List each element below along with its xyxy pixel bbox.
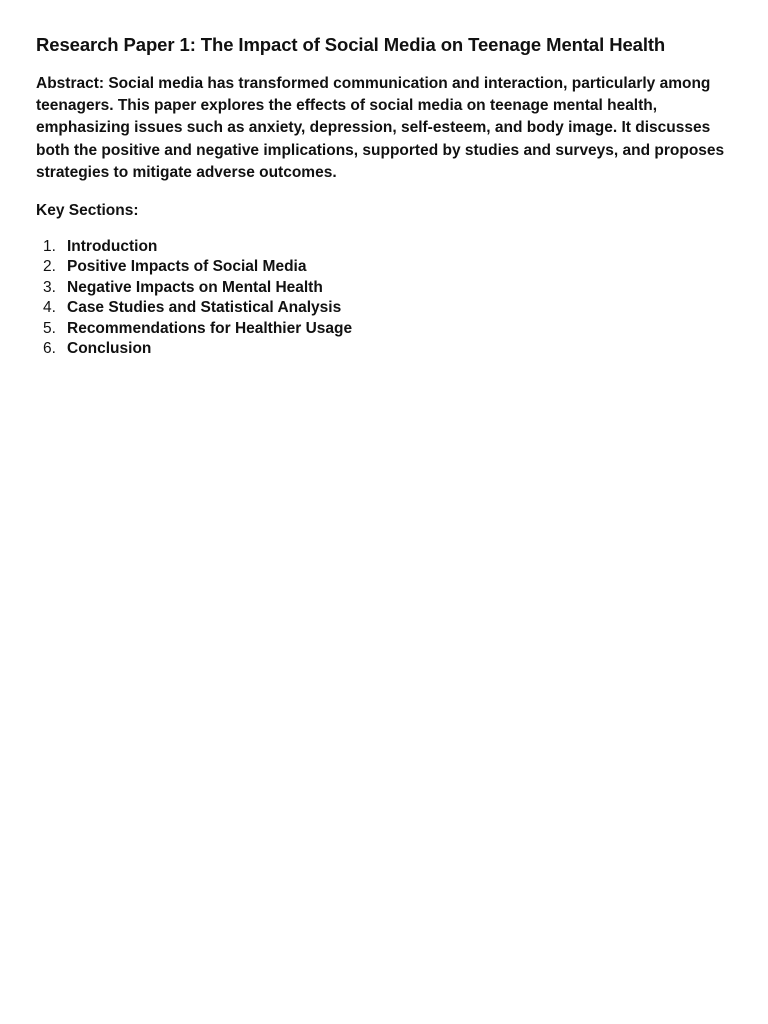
list-item-label: Conclusion: [67, 339, 152, 357]
key-sections-heading: Key Sections:: [36, 202, 139, 220]
list-item: [36, 339, 732, 359]
list-item-label: Negative Impacts on Mental Health: [67, 278, 323, 296]
list-item: [36, 237, 732, 257]
list-item: [36, 278, 732, 298]
list-item: [36, 257, 732, 277]
list-item-number: 2.: [43, 258, 56, 276]
list-item-label: Positive Impacts of Social Media: [67, 258, 307, 276]
abstract-paragraph: Abstract: Social media has transformed communication and interaction, particularly among teenagers. This paper explores the effects of social media on teenage mental health, emphasizing issues such as anxiety, depression, self-esteem, and body image. It discusses both the positive and negative implications, supported by studies and surveys, and proposes strategies to mitigate adverse outcomes.: [36, 75, 725, 181]
list-item-number: 1.: [43, 238, 56, 256]
key-sections-list: [36, 237, 732, 359]
list-item: [36, 319, 732, 339]
document-title: Research Paper 1: The Impact of Social Media on Teenage Mental Health: [36, 34, 666, 55]
list-item-number: 4.: [43, 299, 56, 317]
list-item: [36, 298, 732, 318]
list-item-label: Introduction: [67, 238, 158, 256]
list-item-number: 6.: [43, 339, 56, 357]
list-item-label: Case Studies and Statistical Analysis: [67, 299, 342, 317]
list-item-label: Recommendations for Healthier Usage: [67, 319, 353, 337]
list-item-number: 3.: [43, 278, 56, 296]
list-item-number: 5.: [43, 319, 56, 337]
